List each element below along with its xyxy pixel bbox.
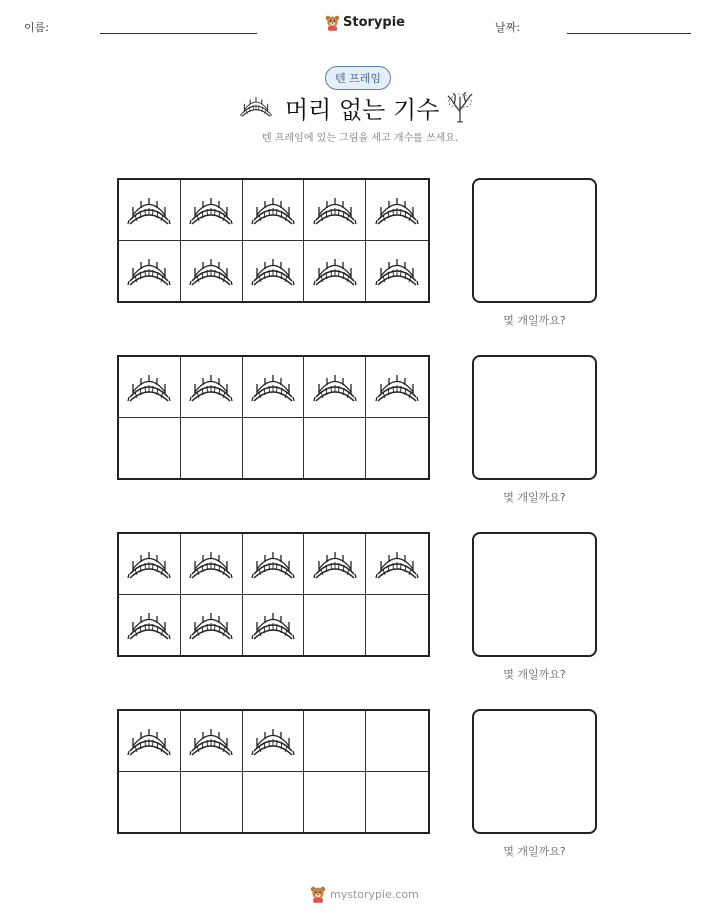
frame-cell <box>366 772 428 833</box>
frame-cell <box>119 357 181 418</box>
bridge-icon <box>313 372 357 402</box>
bridge-icon <box>189 372 233 402</box>
page-title: 머리 없는 기수 <box>285 96 440 124</box>
frame-cell <box>304 595 366 656</box>
frame-cell <box>304 418 366 479</box>
frame-cell <box>181 711 243 772</box>
bridge-icon <box>127 372 171 402</box>
frame-cell <box>304 772 366 833</box>
frame-cell <box>243 241 305 302</box>
frame-cell <box>366 534 428 595</box>
frame-cell <box>304 534 366 595</box>
name-label: 이름: <box>24 21 49 34</box>
frame-cell <box>243 711 305 772</box>
brand-logo <box>325 14 405 31</box>
frame-cell <box>119 595 181 656</box>
footer <box>310 885 419 903</box>
question-label: 몇 개일까요? <box>503 845 566 858</box>
bridge-icon <box>313 549 357 579</box>
bridge-icon <box>189 549 233 579</box>
frame-cell <box>119 180 181 241</box>
frame-cell <box>119 534 181 595</box>
frame-cell <box>243 180 305 241</box>
frame-cell <box>181 595 243 656</box>
frame-cell <box>181 534 243 595</box>
bridge-icon <box>240 95 272 117</box>
frame-cell <box>243 418 305 479</box>
name-field[interactable] <box>100 33 257 34</box>
bridge-icon <box>127 195 171 225</box>
bridge-icon <box>251 372 295 402</box>
frame-cell <box>304 357 366 418</box>
frame-cell <box>366 180 428 241</box>
tree-icon <box>446 91 474 123</box>
answer-box[interactable] <box>472 355 597 480</box>
date-label: 날짜: <box>495 21 520 34</box>
date-field[interactable] <box>567 33 691 34</box>
frame-cell <box>243 357 305 418</box>
bridge-icon <box>251 549 295 579</box>
bridge-icon <box>127 549 171 579</box>
frame-cell <box>243 772 305 833</box>
bridge-icon <box>251 256 295 286</box>
frame-cell <box>366 595 428 656</box>
frame-cell <box>304 711 366 772</box>
ten-frame <box>117 532 430 657</box>
bridge-icon <box>313 195 357 225</box>
bridge-icon <box>127 726 171 756</box>
bridge-icon <box>251 195 295 225</box>
question-label: 몇 개일까요? <box>503 314 566 327</box>
bear-icon <box>325 14 340 31</box>
frame-cell <box>304 180 366 241</box>
bridge-icon <box>127 256 171 286</box>
question-label: 몇 개일까요? <box>503 668 566 681</box>
frame-cell <box>304 241 366 302</box>
ten-frame <box>117 709 430 834</box>
ten-frame <box>117 178 430 303</box>
footer-site: mystorypie.com <box>330 887 419 901</box>
frame-cell <box>366 418 428 479</box>
bridge-icon <box>313 256 357 286</box>
instructions: 텐 프레임에 있는 그림을 세고 개수를 쓰세요. <box>262 133 459 144</box>
frame-cell <box>243 534 305 595</box>
bridge-icon <box>375 195 419 225</box>
bridge-icon <box>375 549 419 579</box>
frame-cell <box>181 180 243 241</box>
topic-badge: 텐 프레임 <box>325 66 391 90</box>
bridge-icon <box>189 195 233 225</box>
frame-cell <box>243 595 305 656</box>
brand-name: Storypie <box>343 15 405 30</box>
bridge-icon <box>375 256 419 286</box>
frame-cell <box>366 241 428 302</box>
bridge-icon <box>251 726 295 756</box>
answer-box[interactable] <box>472 532 597 657</box>
ten-frame <box>117 355 430 480</box>
answer-box[interactable] <box>472 178 597 303</box>
bridge-icon <box>189 610 233 640</box>
bridge-icon <box>251 610 295 640</box>
frame-cell <box>181 357 243 418</box>
bridge-icon <box>127 610 171 640</box>
frame-cell <box>366 711 428 772</box>
frame-cell <box>119 241 181 302</box>
frame-cell <box>119 772 181 833</box>
bridge-icon <box>189 726 233 756</box>
question-label: 몇 개일까요? <box>503 491 566 504</box>
frame-cell <box>119 711 181 772</box>
frame-cell <box>181 241 243 302</box>
bridge-icon <box>189 256 233 286</box>
frame-cell <box>366 357 428 418</box>
bear-icon <box>310 885 326 903</box>
frame-cell <box>119 418 181 479</box>
answer-box[interactable] <box>472 709 597 834</box>
bridge-icon <box>375 372 419 402</box>
frame-cell <box>181 418 243 479</box>
frame-cell <box>181 772 243 833</box>
